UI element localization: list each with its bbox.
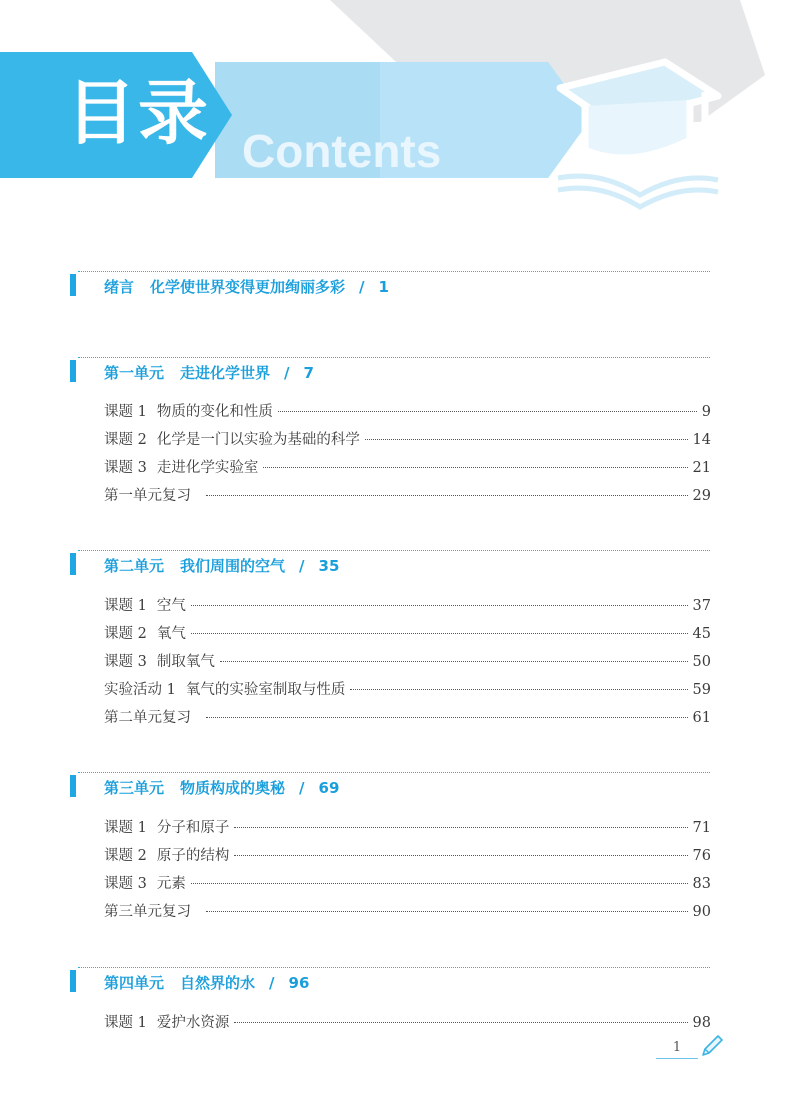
toc-entry-review[interactable] xyxy=(104,900,711,924)
section-divider xyxy=(78,772,710,773)
page-number-underline xyxy=(656,1058,698,1059)
toc-entry[interactable] xyxy=(104,650,711,674)
section-number: 第三单元 xyxy=(104,779,165,797)
section-number: 绪言 xyxy=(104,278,135,296)
section-number: 第二单元 xyxy=(104,557,165,575)
toc-entry[interactable] xyxy=(104,456,711,480)
separator: / xyxy=(284,364,290,382)
section-page: 96 xyxy=(288,974,310,992)
entry-page: 71 xyxy=(692,820,711,836)
leader-dots xyxy=(206,717,688,718)
leader-dots xyxy=(263,467,687,468)
leader-dots xyxy=(191,633,688,634)
leader-dots xyxy=(191,605,688,606)
section-number: 第四单元 xyxy=(104,974,165,992)
pencil-icon xyxy=(700,1034,724,1058)
toc-entry[interactable] xyxy=(104,400,711,424)
leader-dots xyxy=(191,883,688,884)
toc-entry-review[interactable] xyxy=(104,484,711,508)
entry-page: 45 xyxy=(692,626,711,642)
entry-title: 氧气的实验室制取与性质 xyxy=(185,682,346,698)
toc-entry[interactable] xyxy=(104,678,711,702)
section-divider xyxy=(78,967,710,968)
entry-number: 课题 1 xyxy=(104,820,147,836)
entry-title: 第二单元复习 xyxy=(104,710,191,726)
entry-number: 课题 3 xyxy=(104,654,147,670)
entry-number: 课题 1 xyxy=(104,1015,147,1031)
separator: / xyxy=(359,278,365,296)
entry-title: 爱护水资源 xyxy=(156,1015,230,1031)
page-number: 1 xyxy=(672,1040,682,1055)
entry-number: 课题 2 xyxy=(104,626,147,642)
entry-title: 分子和原子 xyxy=(156,820,230,836)
section-marker xyxy=(70,360,76,382)
entry-title: 第三单元复习 xyxy=(104,904,191,920)
entry-page: 76 xyxy=(692,848,711,864)
entry-number: 课题 3 xyxy=(104,876,147,892)
leader-dots xyxy=(350,689,687,690)
section-number: 第一单元 xyxy=(104,364,165,382)
leader-dots xyxy=(234,827,687,828)
section-title: 化学使世界变得更加绚丽多彩 xyxy=(150,278,346,296)
toc-entry[interactable] xyxy=(104,428,711,452)
entry-page: 98 xyxy=(692,1015,711,1031)
section-marker xyxy=(70,970,76,992)
entry-title: 第一单元复习 xyxy=(104,488,191,504)
toc-entry[interactable] xyxy=(104,872,711,896)
entry-title: 元素 xyxy=(156,876,186,892)
leader-dots xyxy=(365,439,688,440)
entry-number: 实验活动 1 xyxy=(104,682,176,698)
entry-number: 课题 1 xyxy=(104,598,147,614)
toc-entry[interactable] xyxy=(104,1011,711,1035)
section-marker xyxy=(70,775,76,797)
entry-title: 空气 xyxy=(156,598,186,614)
toc-entry[interactable] xyxy=(104,844,711,868)
leader-dots xyxy=(278,411,697,412)
leader-dots xyxy=(234,1022,687,1023)
entry-page: 14 xyxy=(692,432,711,448)
entry-number: 课题 3 xyxy=(104,460,147,476)
section-marker xyxy=(70,553,76,575)
entry-page: 59 xyxy=(692,682,711,698)
entry-title: 原子的结构 xyxy=(156,848,230,864)
section-divider xyxy=(78,271,710,272)
section-page: 69 xyxy=(318,779,340,797)
entry-page: 9 xyxy=(701,404,711,420)
entry-title: 制取氧气 xyxy=(156,654,215,670)
entry-page: 50 xyxy=(692,654,711,670)
section-title: 自然界的水 xyxy=(180,974,256,992)
section-divider xyxy=(78,357,710,358)
separator: / xyxy=(299,557,305,575)
toc-entry[interactable] xyxy=(104,594,711,618)
separator: / xyxy=(299,779,305,797)
entry-number: 课题 2 xyxy=(104,848,147,864)
section-heading[interactable] xyxy=(104,362,314,383)
entry-page: 29 xyxy=(692,488,711,504)
entry-page: 83 xyxy=(692,876,711,892)
section-divider xyxy=(78,550,710,551)
entry-page: 61 xyxy=(692,710,711,726)
leader-dots xyxy=(206,911,688,912)
entry-title: 化学是一门以实验为基础的科学 xyxy=(156,432,360,448)
book-icon xyxy=(558,176,718,207)
entry-page: 90 xyxy=(692,904,711,920)
section-title: 走进化学世界 xyxy=(180,364,271,382)
toc-entry[interactable] xyxy=(104,622,711,646)
leader-dots xyxy=(220,661,688,662)
entry-number: 课题 2 xyxy=(104,432,147,448)
section-marker xyxy=(70,274,76,296)
section-page: 35 xyxy=(318,557,340,575)
entry-page: 37 xyxy=(692,598,711,614)
section-heading[interactable] xyxy=(104,276,389,297)
section-title: 物质构成的奥秘 xyxy=(180,779,286,797)
section-title: 我们周围的空气 xyxy=(180,557,286,575)
entry-title: 走进化学实验室 xyxy=(156,460,259,476)
page-subtitle: Contents xyxy=(242,125,442,177)
section-page: 7 xyxy=(303,364,314,382)
section-heading[interactable] xyxy=(104,555,339,576)
section-heading[interactable] xyxy=(104,777,339,798)
entry-number: 课题 1 xyxy=(104,404,147,420)
leader-dots xyxy=(234,855,687,856)
section-page: 1 xyxy=(378,278,389,296)
toc-entry[interactable] xyxy=(104,816,711,840)
separator: / xyxy=(269,974,275,992)
entry-page: 21 xyxy=(692,460,711,476)
section-heading[interactable] xyxy=(104,972,309,993)
leader-dots xyxy=(206,495,688,496)
entry-title: 物质的变化和性质 xyxy=(156,404,273,420)
entry-title: 氧气 xyxy=(156,626,186,642)
toc-entry-review[interactable] xyxy=(104,706,711,730)
page-title: 目录 xyxy=(66,72,210,154)
